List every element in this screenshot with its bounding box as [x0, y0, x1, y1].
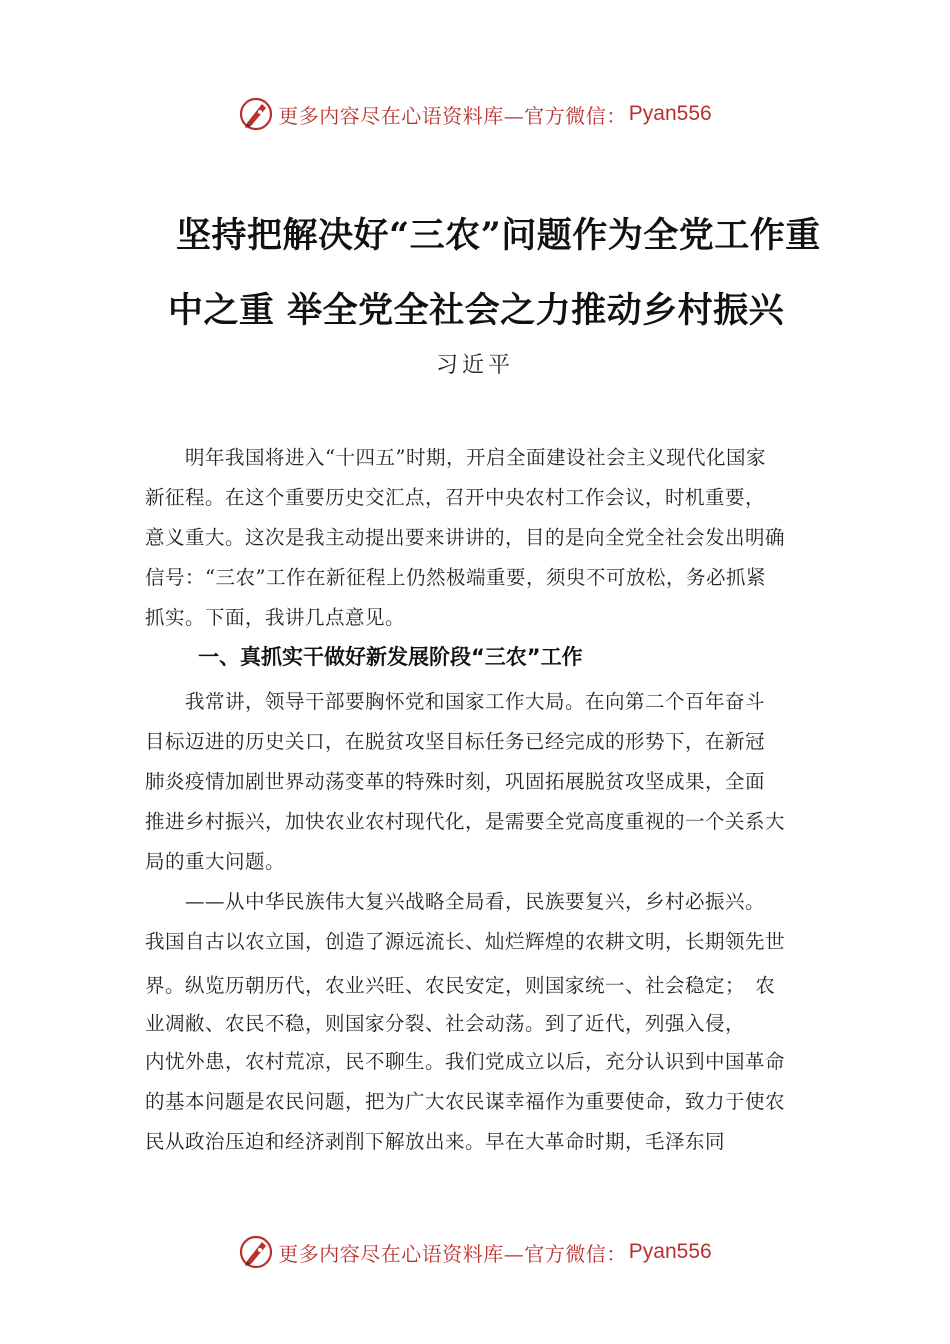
body-line: 肺炎疫情加剧世界动荡变革的特殊时刻，巩固拓展脱贫攻坚成果，全面	[145, 770, 766, 793]
body-line: 业凋敝、农民不稳，则国家分裂、社会动荡。到了近代，列强入侵，	[145, 1012, 746, 1035]
body-line: 信号：“三农”工作在新征程上仍然极端重要，须臾不可放松，务必抓紧	[145, 566, 766, 589]
body-line: 明年我国将进入“十四五”时期，开启全面建设社会主义现代化国家	[145, 446, 766, 469]
document-title-line-1: 坚持把解决好“三农”问题作为全党工作重	[176, 215, 821, 256]
body-line: 局的重大问题。	[145, 850, 286, 873]
body-line: 推进乡村振兴，加快农业农村现代化，是需要全党高度重视的一个关系大	[145, 810, 786, 833]
body-line: 目标迈进的历史关口，在脱贫攻坚目标任务已经完成的形势下，在新冠	[145, 730, 766, 753]
watermark-banner-top	[0, 94, 950, 134]
watermark-brand-text: 更多内容尽在心语资料库—官方微信：	[278, 1241, 627, 1266]
body-line: 内忧外患，农村荒凉，民不聊生。我们党成立以后，充分认识到中国革命	[145, 1050, 786, 1073]
document-author: 习近平	[435, 353, 514, 378]
body-line: 民从政治压迫和经济剥削下解放出来。早在大革命时期，毛泽东同	[145, 1130, 726, 1153]
document-title-line-2: 中之重 举全党全社会之力推动乡村振兴	[168, 290, 785, 331]
watermark-brand-text: 更多内容尽在心语资料库—官方微信：	[278, 103, 627, 128]
body-line: 抓实。下面，我讲几点意见。	[145, 606, 406, 629]
watermark-handle: Pyan556	[628, 1240, 712, 1263]
watermark-handle: Pyan556	[628, 102, 712, 125]
body-line: 我常讲，领导干部要胸怀党和国家工作大局。在向第二个百年奋斗	[145, 690, 766, 713]
body-line: 界。纵览历朝历代，农业兴旺、农民安定，则国家统一、社会稳定； 农	[145, 974, 776, 997]
pen-logo-icon	[238, 1234, 274, 1270]
body-line: 新征程。在这个重要历史交汇点，召开中央农村工作会议，时机重要，	[145, 486, 766, 509]
body-line: 的基本问题是农民问题，把为广大农民谋幸福作为重要使命，致力于使农	[145, 1090, 786, 1113]
watermark-banner-bottom	[0, 1232, 950, 1272]
pen-logo-icon	[238, 96, 274, 132]
section-heading: 一、真抓实干做好新发展阶段“三农”工作	[198, 645, 583, 669]
body-line: ——从中华民族伟大复兴战略全局看，民族要复兴，乡村必振兴。	[145, 890, 766, 913]
body-line: 意义重大。这次是我主动提出要来讲讲的，目的是向全党全社会发出明确	[145, 526, 786, 549]
body-line: 我国自古以农立国，创造了源远流长、灿烂辉煌的农耕文明，长期领先世	[145, 930, 786, 953]
